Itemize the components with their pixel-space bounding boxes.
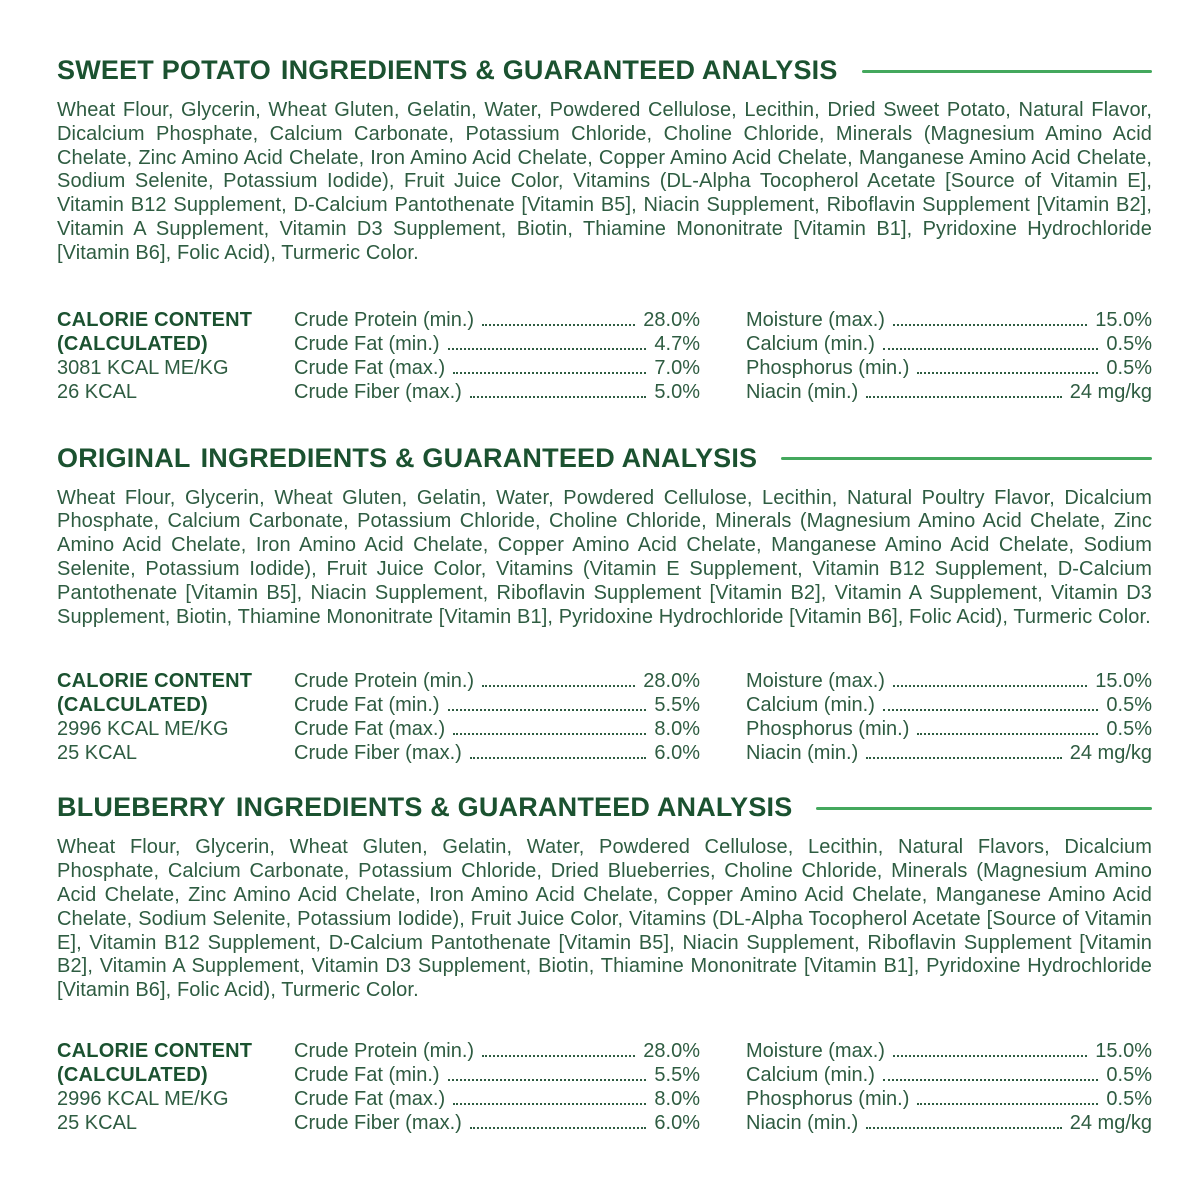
analysis-label: Crude Protein (min.) [294,670,475,693]
header-rule [781,457,1152,460]
calorie-kcal-per-treat: 25 KCAL [57,1111,138,1134]
calorie-calculated-label: (CALCULATED) [57,332,208,355]
calorie-kcal-mekg: 3081 KCAL ME/KG [57,356,229,379]
analysis-value: 15.0% [1095,670,1152,693]
header-rule [816,807,1152,810]
analysis-value: 4.7% [654,332,700,355]
calorie-content-block [57,1039,294,1135]
dot-leader [866,1127,1061,1129]
guaranteed-analysis [57,669,1152,765]
section-sweet-potato [57,54,1152,404]
dot-leader [453,1103,646,1105]
analysis-label: Moisture (max.) [746,308,885,331]
analysis-value: 6.0% [654,742,700,765]
analysis-value: 5.0% [654,380,700,403]
analysis-row [746,669,1152,693]
analysis-row [746,1087,1152,1111]
analysis-row [746,356,1152,380]
section-title [57,442,1152,474]
section-title [57,791,1152,823]
analysis-value: 24 mg/kg [1069,380,1152,403]
guaranteed-analysis [57,308,1152,404]
analysis-label: Crude Fat (max.) [294,356,446,379]
dot-leader [482,324,635,326]
analysis-row [294,308,700,332]
analysis-label: Crude Fat (max.) [294,1087,446,1110]
analysis-value: 28.0% [643,670,700,693]
analysis-label: Moisture (max.) [746,670,885,693]
dot-leader [453,372,646,374]
analysis-value: 24 mg/kg [1069,1111,1152,1134]
analysis-row [746,1063,1152,1087]
calorie-kcal-mekg: 2996 KCAL ME/KG [57,718,229,741]
analysis-label: Phosphorus (min.) [746,718,910,741]
analysis-value: 8.0% [654,718,700,741]
analysis-left-column [294,1039,700,1135]
analysis-row [294,669,700,693]
calorie-calculated-label: (CALCULATED) [57,694,208,717]
dot-leader [893,324,1087,326]
analysis-value: 15.0% [1095,1039,1152,1062]
analysis-label: Crude Protein (min.) [294,308,475,331]
dot-leader [893,1055,1087,1057]
analysis-label: Crude Fat (max.) [294,718,446,741]
dot-leader [448,709,647,711]
analysis-left-column [294,308,700,404]
analysis-row [746,693,1152,717]
analysis-left-column [294,669,700,765]
analysis-row [294,1087,700,1111]
dot-leader [866,757,1061,759]
calorie-calculated-label: (CALCULATED) [57,1063,208,1086]
analysis-value: 0.5% [1106,1063,1152,1086]
ingredients-paragraph: Wheat Flour, Glycerin, Wheat Gluten, Gelatin, Water, Powdered Cellulose, Lecithin, Dried Sweet Potato, Natural Flavor, Dicalcium Phosphate, Calcium Carbonate, Potassium Chloride, Choline Chloride, Minerals (Magnesium Amino Acid Chelate, Zinc Amino Acid Chelate, Iron Amino Acid Chelate, Copper Amino Acid Chelate, Manganese Amino Acid Chelate, Sodium Selenite, Potassium Iodide), Fruit Juice Color, Vitamins (DL-Alpha Tocopherol Acetate [Source of Vitamin E], Vitamin B12 Supplement, D-Calcium Pantothenate [Vitamin B5], Niacin Supplement, Riboflavin Supplement [Vitamin B2], Vitamin A Supplement, Vitamin D3 Supplement, Biotin, Thiamine Mononitrate [Vitamin B1], Pyridoxine Hydrochloride [Vitamin B6], Folic Acid), Turmeric Color. [57,99,1152,264]
dot-leader [883,1079,1099,1081]
ingredients-paragraph: Wheat Flour, Glycerin, Wheat Gluten, Gelatin, Water, Powdered Cellulose, Lecithin, Natural Poultry Flavor, Dicalcium Phosphate, Calcium Carbonate, Potassium Chloride, Choline Chloride, Minerals (Magnesium Amino Acid Chelate, Zinc Amino Acid Chelate, Iron Amino Acid Chelate, Copper Amino Acid Chelate, Manganese Amino Acid Chelate, Sodium Selenite, Potassium Iodide), Fruit Juice Color, Vitamins (Vitamin E Supplement, Vitamin B12 Supplement, D-Calcium Pantothenate [Vitamin B5], Niacin Supplement, Riboflavin Supplement [Vitamin B2], Vitamin A Supplement, Vitamin D3 Supplement, Biotin, Thiamine Mononitrate [Vitamin B1], Pyridoxine Hydrochloride [Vitamin B6], Folic Acid), Turmeric Color. [57,486,1152,628]
analysis-value: 24 mg/kg [1069,742,1152,765]
analysis-label: Calcium (min.) [746,332,875,355]
dot-leader [866,396,1061,398]
analysis-label: Crude Fat (min.) [294,332,440,355]
analysis-row [746,1039,1152,1063]
analysis-label: Niacin (min.) [746,742,859,765]
analysis-label: Crude Fiber (max.) [294,1111,462,1134]
analysis-row [294,741,700,765]
analysis-row [746,741,1152,765]
calorie-content-heading: CALORIE CONTENT [57,1039,253,1062]
dot-leader [893,685,1087,687]
analysis-right-column [746,308,1152,404]
analysis-value: 0.5% [1106,1087,1152,1110]
section-title-rest: INGREDIENTS & GUARANTEED ANALYSIS [200,442,758,473]
calorie-content-block [57,669,294,765]
section-title [57,54,1152,86]
analysis-row [746,332,1152,356]
dot-leader [470,757,647,759]
analysis-row [746,308,1152,332]
header-rule [862,70,1152,73]
flavor-name: BLUEBERRY [57,792,226,823]
dot-leader [883,709,1099,711]
section-title-rest: INGREDIENTS & GUARANTEED ANALYSIS [280,55,838,85]
analysis-value: 0.5% [1106,356,1152,379]
flavor-name: SWEET POTATO [57,55,271,85]
calorie-content-heading: CALORIE CONTENT [57,670,253,693]
analysis-value: 5.5% [654,1063,700,1086]
analysis-row [294,380,700,404]
dot-leader [883,348,1099,350]
analysis-value: 8.0% [654,1087,700,1110]
analysis-value: 6.0% [654,1111,700,1134]
calorie-content-block [57,308,294,404]
dot-leader [470,1127,647,1129]
section-blueberry [57,791,1152,1135]
dot-leader [917,733,1098,735]
analysis-label: Niacin (min.) [746,380,859,403]
analysis-right-column [746,1039,1152,1135]
analysis-row [294,693,700,717]
dot-leader [917,372,1098,374]
analysis-label: Calcium (min.) [746,1063,875,1086]
dot-leader [453,733,646,735]
ingredients-paragraph: Wheat Flour, Glycerin, Wheat Gluten, Gelatin, Water, Powdered Cellulose, Lecithin, Natural Flavors, Dicalcium Phosphate, Calcium Carbonate, Potassium Chloride, Dried Blueberries, Choline Chloride, Minerals (Magnesium Amino Acid Chelate, Zinc Amino Acid Chelate, Iron Amino Acid Chelate, Copper Amino Acid Chelate, Manganese Amino Acid Chelate, Sodium Selenite, Potassium Iodide), Fruit Juice Color, Vitamins (DL-Alpha Tocopherol Acetate [Source of Vitamin E], Vitamin B12 Supplement, D-Calcium Pantothenate [Vitamin B5], Niacin Supplement, Riboflavin Supplement [Vitamin B2], Vitamin A Supplement, Vitamin D3 Supplement, Biotin, Thiamine Mononitrate [Vitamin B1], Pyridoxine Hydrochloride [Vitamin B6], Folic Acid), Turmeric Color. [57,836,1152,1002]
guaranteed-analysis [57,1039,1152,1135]
analysis-row [294,717,700,741]
analysis-row [746,717,1152,741]
analysis-value: 7.0% [654,356,700,379]
flavor-name: ORIGINAL [57,442,191,473]
analysis-label: Crude Protein (min.) [294,1039,475,1062]
analysis-label: Calcium (min.) [746,694,875,717]
dot-leader [917,1103,1098,1105]
calorie-kcal-per-treat: 26 KCAL [57,380,138,403]
analysis-value: 0.5% [1106,332,1152,355]
calorie-kcal-mekg: 2996 KCAL ME/KG [57,1087,229,1110]
dot-leader [448,348,647,350]
analysis-right-column [746,669,1152,765]
analysis-row [746,1111,1152,1135]
dot-leader [482,1055,635,1057]
calorie-content-heading: CALORIE CONTENT [57,308,253,331]
analysis-label: Moisture (max.) [746,1039,885,1062]
analysis-row [294,332,700,356]
analysis-value: 28.0% [643,1039,700,1062]
analysis-value: 28.0% [643,308,700,331]
analysis-row [294,1111,700,1135]
analysis-row [746,380,1152,404]
analysis-label: Phosphorus (min.) [746,1087,910,1110]
analysis-label: Crude Fiber (max.) [294,380,462,403]
analysis-label: Phosphorus (min.) [746,356,910,379]
analysis-label: Crude Fiber (max.) [294,742,462,765]
section-original [57,442,1152,766]
analysis-label: Crude Fat (min.) [294,694,440,717]
analysis-value: 5.5% [654,694,700,717]
section-title-rest: INGREDIENTS & GUARANTEED ANALYSIS [235,792,793,823]
analysis-value: 0.5% [1106,694,1152,717]
calorie-kcal-per-treat: 25 KCAL [57,742,138,765]
analysis-value: 0.5% [1106,718,1152,741]
dot-leader [482,685,635,687]
analysis-label: Niacin (min.) [746,1111,859,1134]
analysis-label: Crude Fat (min.) [294,1063,440,1086]
dot-leader [470,396,647,398]
analysis-row [294,1039,700,1063]
analysis-value: 15.0% [1095,308,1152,331]
analysis-row [294,1063,700,1087]
dot-leader [448,1079,647,1081]
analysis-row [294,356,700,380]
